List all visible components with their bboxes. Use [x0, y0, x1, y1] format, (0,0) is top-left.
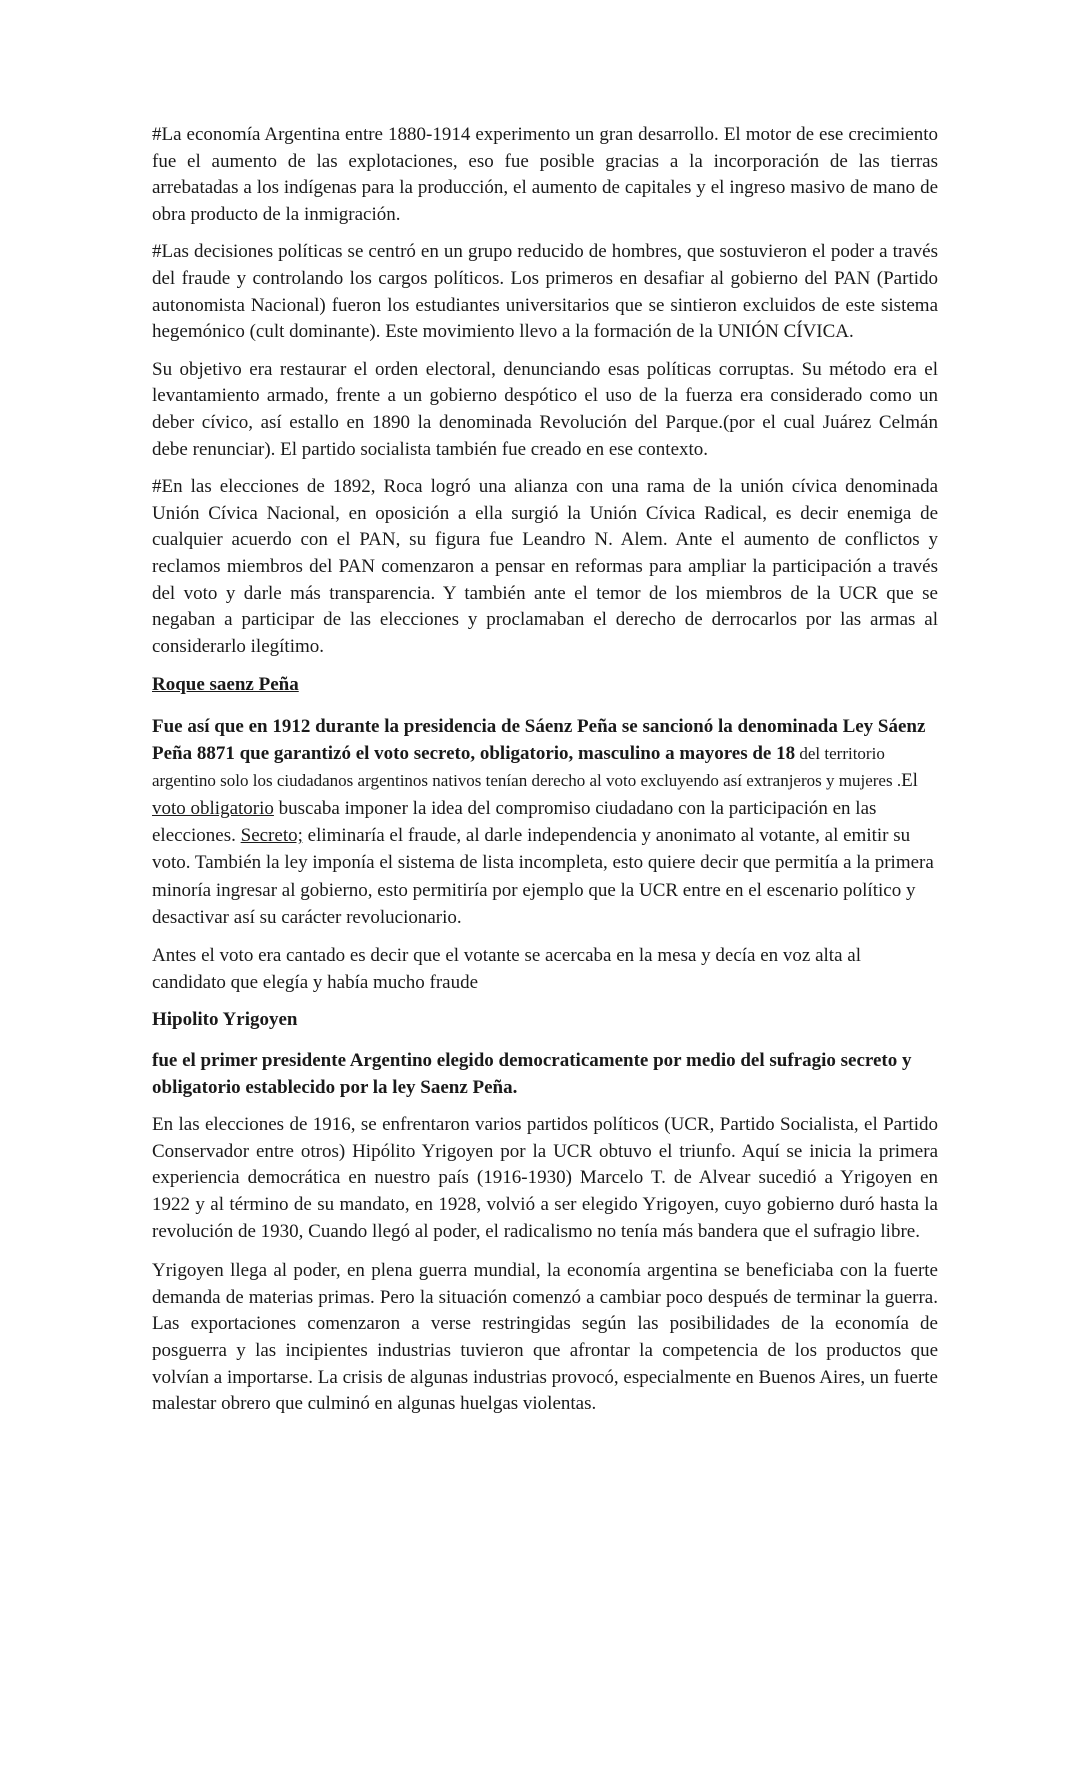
paragraph-elecciones-1916: En las elecciones de 1916, se enfrentaron varios partidos políticos (UCR, Partido Socialista, el Partido Conservador entre otros) Hipólito Yrigoyen por la UCR obtuvo el triunfo. Aquí se inicia la primera experiencia democrática en nuestro país (1916-1930) Marcelo T. de Alvear sucedió a Yrigoyen en 1922 y al término de su mandato, en 1928, volvió a ser elegido Yrigoyen, cuyo gobierno duró hasta la revolución de 1930, Cuando llegó al poder, el radicalismo no tenía más bandera que el sufragio libre. [152, 1114, 938, 1242]
law-bold-text: Fue así que en 1912 durante la presidencia de Sáenz Peña se sancionó la denominada Ley Sáenz Peña 8871 que garantizó el voto secreto, obligatorio, masculino a mayores de 18 [152, 715, 926, 765]
paragraph-primer-presidente: fue el primer presidente Argentino elegido democraticamente por medio del sufragio secreto y obligatorio establecido por la ley Saenz Peña. [152, 1050, 912, 1098]
heading-roque-saenz-pena: Roque saenz Peña [152, 674, 299, 696]
paragraph-objetivo: Su objetivo era restaurar el orden electoral, denunciando esas políticas corruptas. Su método era el levantamiento armado, frente a un gobierno despótico el uso de la fuerza era considerado como un deber cívico, así estallo en 1890 la denominada Revolución del Parque.(por el cual Juárez Celmán debe renunciar). El partido socialista también fue creado en ese contexto. [152, 358, 938, 460]
paragraph-economia: #La economía Argentina entre 1880-1914 experimento un gran desarrollo. El motor de ese crecimiento fue el aumento de las explotaciones, eso fue posible gracias a la incorporación de las tierras arrebatadas a los indígenas para la producción, el aumento de capitales y el ingreso masivo de mano de obra producto de la inmigración. [152, 124, 938, 225]
document-page [152, 122, 938, 1418]
paragraph-ley-saenz-pena [152, 713, 938, 931]
heading-hipolito-yrigoyen: Hipolito Yrigoyen [152, 1009, 298, 1031]
voto-obligatorio-underlined: voto obligatorio [152, 797, 274, 819]
law-text-a: El [901, 770, 918, 792]
law-small-text: del territorio argentino solo los ciudadanos argentinos nativos tenían derecho al voto excluyendo así extranjeros y mujeres . [152, 744, 902, 791]
law-text-b: buscaba imponer la idea del compromiso ciudadano con la participación en las elecciones. [152, 797, 877, 847]
paragraph-decisiones-politicas: #Las decisiones políticas se centró en un grupo reducido de hombres, que sostuvieron el poder a través del fraude y controlando los cargos políticos. Los primeros en desafiar al gobierno del PAN (Partido autonomista Nacional) fueron los estudiantes universitarios que se sintieron excluidos de este sistema hegemónico (cult dominante). Este movimiento llevo a la formación de la UNIÓN CÍVICA. [152, 241, 938, 343]
secreto-underlined: Secreto; [240, 825, 303, 847]
paragraph-elecciones-1892: #En las elecciones de 1892, Roca logró una alianza con una rama de la unión cívica denominada Unión Cívica Nacional, en oposición a ella surgió la Unión Cívica Radical, es decir enemiga de cualquier acuerdo con el PAN, su figura fue Leandro N. Alem. Ante el aumento de conflictos y reclamos miembros del PAN comenzaron a pensar en reformas para ampliar la participación a través del voto y darle más transparencia. Y también ante el temor de los miembros de la UCR que se negaban a participar de las elecciones y proclamaban el derecho de derrocarlos por las armas al considerarlo ilegítimo. [152, 476, 938, 657]
law-text-c: eliminaría el fraude, al darle independencia y anonimato al votante, al emitir su voto. También la ley imponía el sistema de lista incompleta, esto quiere decir que permitía a la primera minoría ingresar al gobierno, esto permitiría por ejemplo que la UCR entre en el escenario político y desactivar así su carácter revolucionario. [152, 825, 934, 928]
paragraph-guerra-mundial: Yrigoyen llega al poder, en plena guerra mundial, la economía argentina se beneficiaba con la fuerte demanda de materias primas. Pero la situación comenzó a cambiar poco después de terminar la guerra. Las exportaciones comenzaron a verse restringidas según las posibilidades de la economía de posguerra y las incipientes industrias tuvieron que afrontar la competencia de los productos que volvían a importarse. La crisis de algunas industrias provocó, especialmente en Buenos Aires, un fuerte malestar obrero que culminó en algunas huelgas violentas. [152, 1260, 938, 1415]
paragraph-voto-cantado: Antes el voto era cantado es decir que el votante se acercaba en la mesa y decía en voz alta al candidato que elegía y había mucho fraude [152, 945, 861, 993]
